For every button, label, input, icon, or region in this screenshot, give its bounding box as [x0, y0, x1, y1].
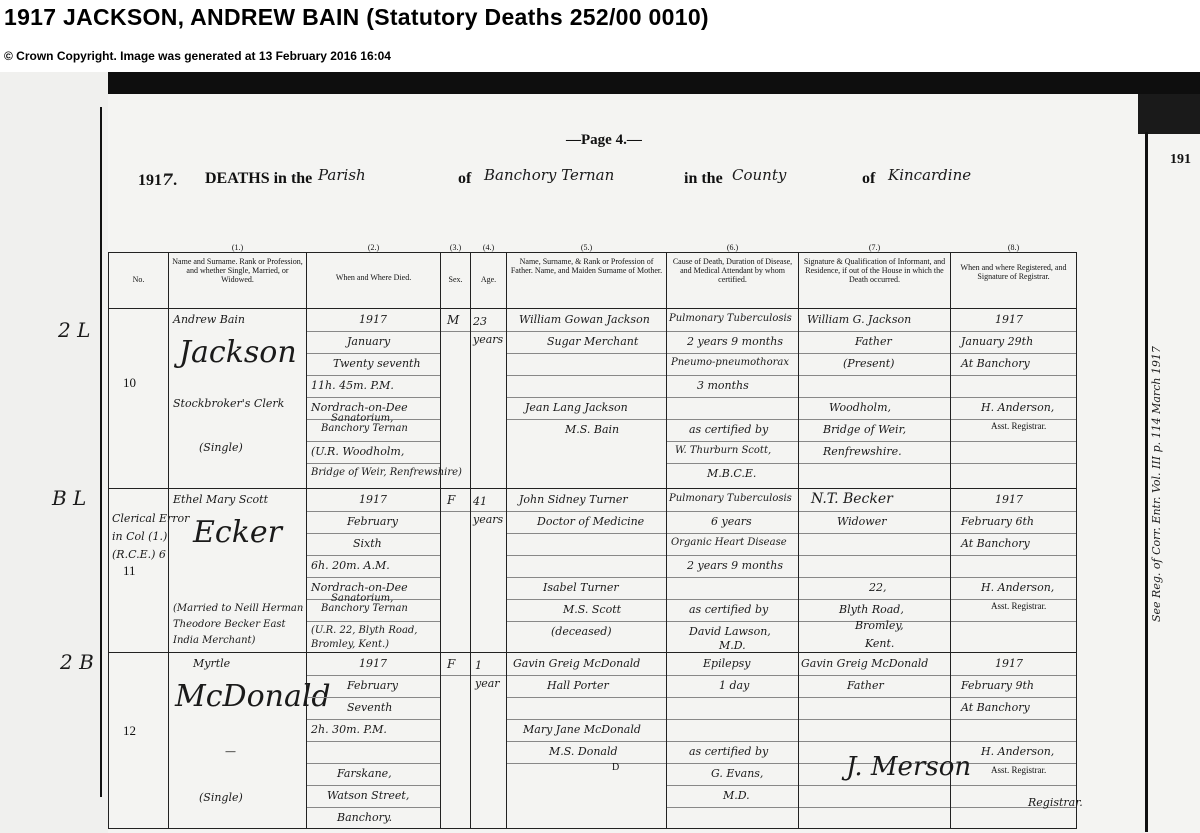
- registered-cell: 1917 February 9th At Banchory H. Anderson, Asst. Registrar.: [951, 653, 1077, 829]
- cause-cell: Pulmonary Tuberculosis 6 years Organic Heart Disease 2 years 9 months as certified by David Lawson, M.D.: [667, 489, 799, 653]
- copyright-line: © Crown Copyright. Image was generated at 13 February 2016 16:04: [4, 49, 391, 63]
- death-register-table: [108, 243, 1077, 829]
- table-row: [109, 489, 1077, 653]
- header-title: 1917 JACKSON, ANDREW BAIN (Statutory Deaths 252/00 0010): [4, 4, 709, 30]
- sex-cell: F: [441, 653, 471, 829]
- col-header-sex: (3.) Sex.: [441, 253, 471, 309]
- registered-cell: 1917 January 29th At Banchory H. Anderson, Asst. Registrar.: [951, 309, 1077, 489]
- entry-number-cell: 10: [109, 309, 169, 489]
- registrar-label: Registrar.: [1028, 796, 1083, 809]
- column-header-row: [109, 253, 1077, 309]
- entry-number-cell: 12: [109, 653, 169, 829]
- register-scan: [0, 72, 1200, 833]
- in-the-label: in the: [684, 170, 723, 187]
- county-name: Kincardine: [888, 166, 972, 184]
- when-where-cell: 1917 February Sixth 6h. 20m. A.M. Nordrach-on-Dee Sanatorium, Banchory Ternan (U.R. 22, Blyth Road, Bromley, Kent.): [307, 489, 441, 653]
- col-header-informant: (7.) Signature & Qualification of Informant, and Residence, if out of the House in which the Death occurred.: [799, 253, 951, 309]
- col-header-no: No.: [109, 253, 169, 309]
- margin-note-10: 2 L: [58, 318, 91, 342]
- table-row: [109, 653, 1077, 829]
- cause-cell: Pulmonary Tuberculosis 2 years 9 months Pneumo-pneumothorax 3 months as certified by W. Thurburn Scott, M.B.C.E.: [667, 309, 799, 489]
- county-type: County: [732, 166, 787, 184]
- of-label: of: [458, 170, 472, 187]
- table-row: [109, 309, 1077, 489]
- entry-number-cell: 11: [109, 489, 169, 653]
- year-label: 1917.: [138, 170, 178, 189]
- of-label-2: of: [862, 170, 876, 187]
- parish-name: Banchory Ternan: [484, 166, 615, 184]
- col-header-age: (4.) Age.: [471, 253, 507, 309]
- sex-cell: F: [441, 489, 471, 653]
- informant-cell: N.T. Becker Widower 22, Blyth Road, Bromley, Kent.: [799, 489, 951, 653]
- registrar-signature: J. Merson: [846, 752, 972, 782]
- page-letter: D: [612, 762, 620, 773]
- registered-cell: 1917 February 6th At Banchory H. Anderson, Asst. Registrar.: [951, 489, 1077, 653]
- parents-cell: Gavin Greig McDonald Hall Porter Mary Jane McDonald M.S. Donald: [507, 653, 667, 829]
- col-header-registered: (8.) When and where Registered, and Signature of Registrar.: [951, 253, 1077, 309]
- clerical-error-note: Clerical Error in Col (1.) (R.C.E.) 6: [112, 512, 190, 561]
- col-header-cause: (6.) Cause of Death, Duration of Disease, and Medical Attendant by whom certified.: [667, 253, 799, 309]
- sex-cell: M: [441, 309, 471, 489]
- name-cell: Andrew Bain Jackson Stockbroker's Clerk (Single): [169, 309, 307, 489]
- margin-note-11: B L: [52, 486, 87, 510]
- deaths-heading: DEATHS in the: [205, 170, 313, 187]
- page-number: —Page 4.—: [566, 132, 642, 148]
- name-cell: Myrtle McDonald — (Single): [169, 653, 307, 829]
- col-header-when: (2.) When and Where Died.: [307, 253, 441, 309]
- informant-cell: William G. Jackson Father (Present) Woodholm, Bridge of Weir, Renfrewshire.: [799, 309, 951, 489]
- name-cell: Ethel Mary Scott Ecker (Married to Neill Herman Theodore Becker East India Merchant): [169, 489, 307, 653]
- age-cell: 1 year: [471, 653, 507, 829]
- col-header-name: (1.) Name and Surname. Rank or Profession, and whether Single, Married, or Widowed.: [169, 253, 307, 309]
- age-cell: 41 years: [471, 489, 507, 653]
- parish-type: Parish: [318, 166, 366, 184]
- col-header-father: (5.) Name, Surname, & Rank or Profession of Father. Name, and Maiden Surname of Mother.: [507, 253, 667, 309]
- when-where-cell: 1917 February Seventh 2h. 30m. P.M. Farskane, Watson Street, Banchory.: [307, 653, 441, 829]
- next-page-year: 191: [1170, 152, 1191, 167]
- cause-cell: Epilepsy 1 day as certified by G. Evans, M.D.: [667, 653, 799, 829]
- age-cell: 23 years: [471, 309, 507, 489]
- correction-note: See Reg. of Corr. Entr. Vol. III p. 114 March 1917: [1150, 346, 1163, 622]
- parents-cell: William Gowan Jackson Sugar Merchant Jean Lang Jackson M.S. Bain: [507, 309, 667, 489]
- when-where-cell: 1917 January Twenty seventh 11h. 45m. P.M. Nordrach-on-Dee Sanatorium, Banchory Ternan (U.R. Woodholm, Bridge of Weir, Renfrewshire): [307, 309, 441, 489]
- informant-cell: Gavin Greig McDonald Father: [799, 653, 951, 829]
- margin-note-12: 2 B: [60, 650, 94, 674]
- parents-cell: John Sidney Turner Doctor of Medicine Isabel Turner M.S. Scott (deceased): [507, 489, 667, 653]
